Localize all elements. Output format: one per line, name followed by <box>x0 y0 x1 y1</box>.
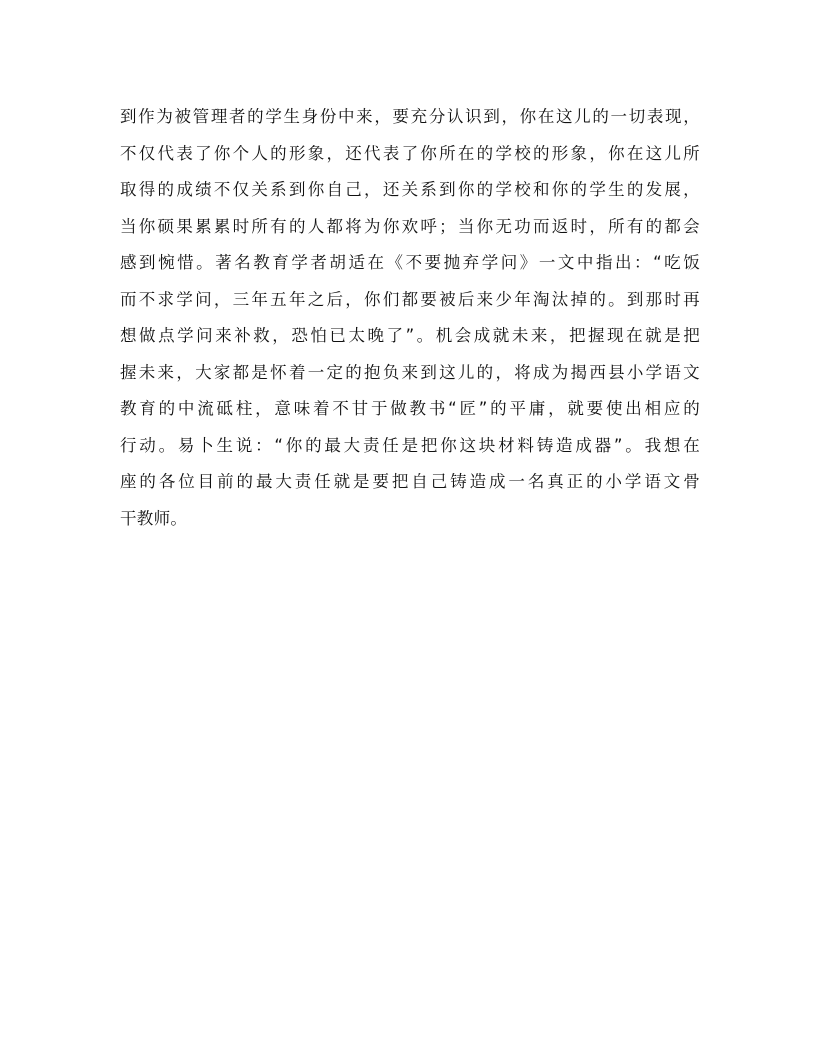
paragraph-line: 教育的中流砥柱，意味着不甘于做教书“匠”的平庸，就要使出相应的 <box>120 399 700 418</box>
paragraph-line: 座的各位目前的最大责任就是要把自己铸造成一名真正的小学语文骨 <box>120 472 700 491</box>
paragraph-line: 握未来，大家都是怀着一定的抱负来到这儿的，将成为揭西县小学语文 <box>120 362 700 382</box>
paragraph-line: 感到惋惜。著名教育学者胡适在《不要抛弃学问》一文中指出：“吃饭 <box>120 253 700 272</box>
paragraph-line: 而不求学问，三年五年之后，你们都要被后来少年淘汰掉的。到那时再 <box>120 289 700 309</box>
paragraph-line: 当你硕果累累时所有的人都将为你欢呼；当你无功而返时，所有的都会 <box>120 216 700 236</box>
paragraph-line: 想做点学问来补救，恐怕已太晚了”。机会成就未来，把握现在就是把 <box>120 326 700 345</box>
paragraph-line: 取得的成绩不仅关系到你自己，还关系到你的学校和你的学生的发展， <box>120 180 700 199</box>
paragraph-line: 干教师。 <box>120 508 188 528</box>
paragraph-line: 到作为被管理者的学生身份中来，要充分认识到，你在这儿的一切表现， <box>120 107 700 126</box>
paragraph-line: 行动。易卜生说：“你的最大责任是把你这块材料铸造成器”。我想在 <box>120 435 700 455</box>
paragraph-line: 不仅代表了你个人的形象，还代表了你所在的学校的形象，你在这儿所 <box>120 143 700 163</box>
body-paragraph <box>120 99 700 537</box>
